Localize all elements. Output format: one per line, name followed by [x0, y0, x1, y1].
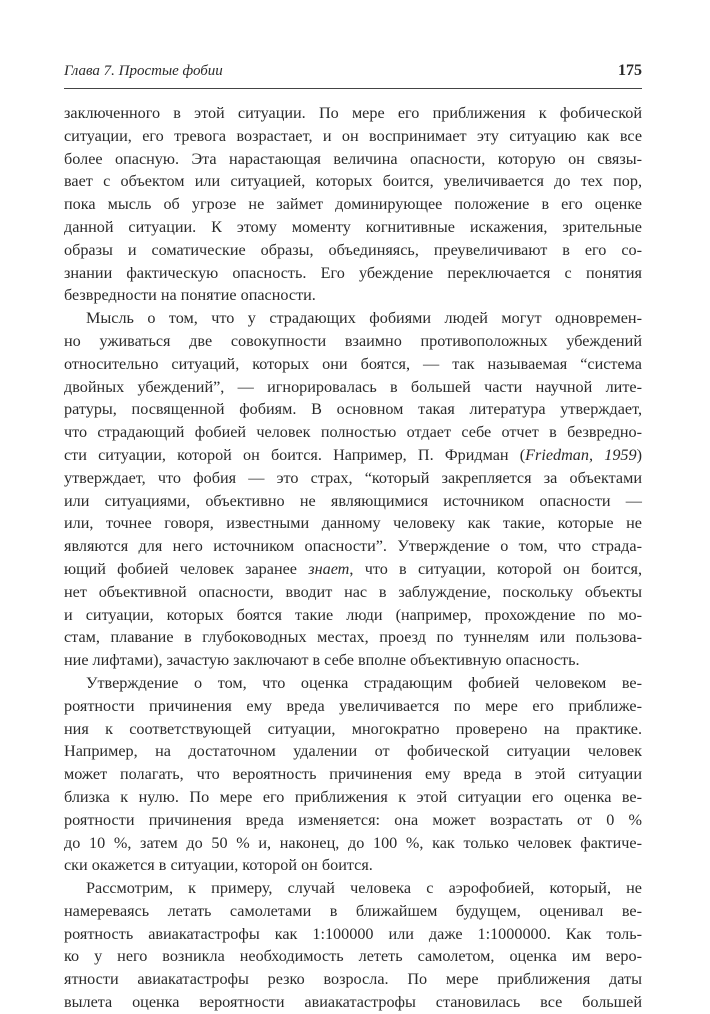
text-segment: пока мысль об угрозе не займет доминирующее положение в его оценке: [64, 195, 642, 214]
italic-segment: Friedman, 1959: [525, 445, 637, 464]
text-segment: ние лифтами), зачастую заключают в себе вполне объективную опасность.: [64, 651, 580, 670]
text-segment: двойных убеждений”, — игнорировалась в большей части научной лите-: [64, 377, 642, 396]
text-line: [64, 535, 642, 558]
text-line: [64, 604, 642, 627]
text-line: [64, 558, 642, 581]
text-line: [64, 193, 642, 216]
text-line: [64, 991, 642, 1014]
text-segment: более опасную. Эта нарастающая величина опасности, которую он связы-: [64, 149, 642, 168]
text-segment: ратуры, посвященной фобиям. В основном такая литература утверждает,: [64, 400, 642, 419]
text-segment: что страдающий фобией человек полностью отдает себе отчет в безвредно-: [64, 423, 642, 442]
text-line: [64, 125, 642, 148]
text-segment: нет объективной опасности, вводит нас в заблуждение, поскольку объекты: [64, 582, 642, 601]
text-segment: сти ситуации, которой он боится. Например, П. Фридман (: [64, 445, 526, 464]
text-segment: , что в ситуации, которой он боится,: [349, 559, 642, 578]
text-segment: близка к нулю. По мере его приближения к этой ситуации его оценка ве-: [64, 787, 642, 806]
text-segment: Утверждение о том, что оценка страдающим фобией человеком ве-: [86, 673, 642, 692]
text-segment: намереваясь летать самолетами в ближайшем будущем, оценивал ве-: [64, 901, 642, 920]
text-segment: ко у него возникла необходимость лететь самолетом, оценка им веро-: [64, 947, 642, 966]
text-segment: ситуации, его тревога возрастает, и он воспринимает эту ситуацию как все: [64, 126, 642, 145]
text-segment: Рассмотрим, к примеру, случай человека с аэрофобией, который, не: [86, 879, 642, 898]
text-line: [64, 968, 642, 991]
text-segment: может полагать, что вероятность причинения ему вреда в этой ситуации: [64, 765, 642, 784]
text-line: [64, 376, 642, 399]
text-line: [64, 649, 642, 672]
text-line: [64, 170, 642, 193]
text-segment: ятности авиакатастрофы резко возросла. По мере приближения даты: [64, 970, 642, 989]
text-line: [64, 490, 642, 513]
text-line: [64, 330, 642, 353]
page-number: 175: [618, 62, 642, 79]
text-segment: ния к соответствующей ситуации, многократно проверено на практике.: [64, 719, 642, 738]
text-line: [64, 284, 642, 307]
text-segment: данной ситуации. К этому моменту когнитивные искажения, зрительные: [64, 217, 642, 236]
text-line: [64, 786, 642, 809]
text-segment: стам, плавание в глубоководных местах, проезд по туннелям или пользова-: [64, 628, 642, 647]
text-segment: или ситуациями, объективно не являющимися источником опасности —: [64, 491, 642, 510]
text-line: [64, 307, 642, 330]
text-line: [64, 923, 642, 946]
text-line: [64, 900, 642, 923]
text-line: [64, 444, 642, 467]
text-segment: знании фактическую опасность. Его убеждение переключается с понятия: [64, 263, 642, 282]
text-line: [64, 353, 642, 376]
text-segment: Например, на достаточном удалении от фобической ситуации человек: [64, 742, 642, 761]
text-line: [64, 718, 642, 741]
text-segment: образы и соматические образы, объединяясь, преувеличивают в его со-: [64, 240, 642, 259]
text-segment: и ситуации, которых боятся такие люди (например, прохождение по мо-: [64, 605, 642, 624]
text-line: [64, 945, 642, 968]
text-line: [64, 854, 642, 877]
text-line: [64, 421, 642, 444]
text-segment: ): [636, 445, 642, 464]
italic-segment: знает: [308, 559, 350, 578]
text-line: [64, 239, 642, 262]
text-segment: безвредности на понятие опасности.: [64, 286, 316, 305]
body-text: [64, 102, 642, 1014]
text-line: [64, 398, 642, 421]
chapter-title: Глава 7. Простые фобии: [64, 63, 223, 79]
header-rule: [64, 88, 642, 89]
text-segment: вылета оценка вероятности авиакатастрофы становилась все большей: [64, 993, 642, 1012]
text-segment: утверждает, что фобия — это страх, “который закрепляется за объектами: [64, 468, 642, 487]
text-segment: относительно ситуаций, которых они боятся, — так называемая “система: [64, 354, 642, 373]
text-segment: ски окажется в ситуации, которой он боится.: [64, 856, 373, 875]
text-segment: ющий фобией человек заранее: [64, 559, 309, 578]
text-line: [64, 877, 642, 900]
text-segment: вает с объектом или ситуацией, которых боится, увеличивается до тех пор,: [64, 172, 642, 191]
text-line: [64, 626, 642, 649]
text-line: [64, 262, 642, 285]
text-segment: роятности причинения ему вреда увеличивается по мере его приближе-: [64, 696, 642, 715]
text-line: [64, 809, 642, 832]
text-segment: роятность авиакатастрофы как 1:100000 или даже 1:1000000. Как толь-: [64, 924, 642, 943]
text-line: [64, 467, 642, 490]
text-line: [64, 763, 642, 786]
text-segment: заключенного в этой ситуации. По мере его приближения к фобической: [64, 104, 642, 122]
text-line: [64, 740, 642, 763]
text-segment: Мысль о том, что у страдающих фобиями людей могут одновремен-: [86, 309, 642, 328]
text-line: [64, 695, 642, 718]
text-line: [64, 216, 642, 239]
running-head: [64, 62, 642, 80]
text-line: [64, 148, 642, 171]
text-segment: но уживаться две совокупности взаимно противоположных убеждений: [64, 331, 642, 350]
text-line: [64, 832, 642, 855]
text-line: [64, 102, 642, 125]
text-line: [64, 581, 642, 604]
text-segment: являются для него источником опасности”. Утверждение о том, что страда-: [64, 537, 642, 556]
text-segment: до 10 %, затем до 50 % и, наконец, до 100 %, как только человек фактиче-: [64, 833, 642, 852]
text-line: [64, 512, 642, 535]
text-segment: роятности причинения вреда изменяется: она может возрастать от 0 %: [64, 810, 642, 829]
text-line: [64, 672, 642, 695]
text-segment: или, точнее говоря, известными данному человеку как такие, которые не: [64, 514, 642, 533]
